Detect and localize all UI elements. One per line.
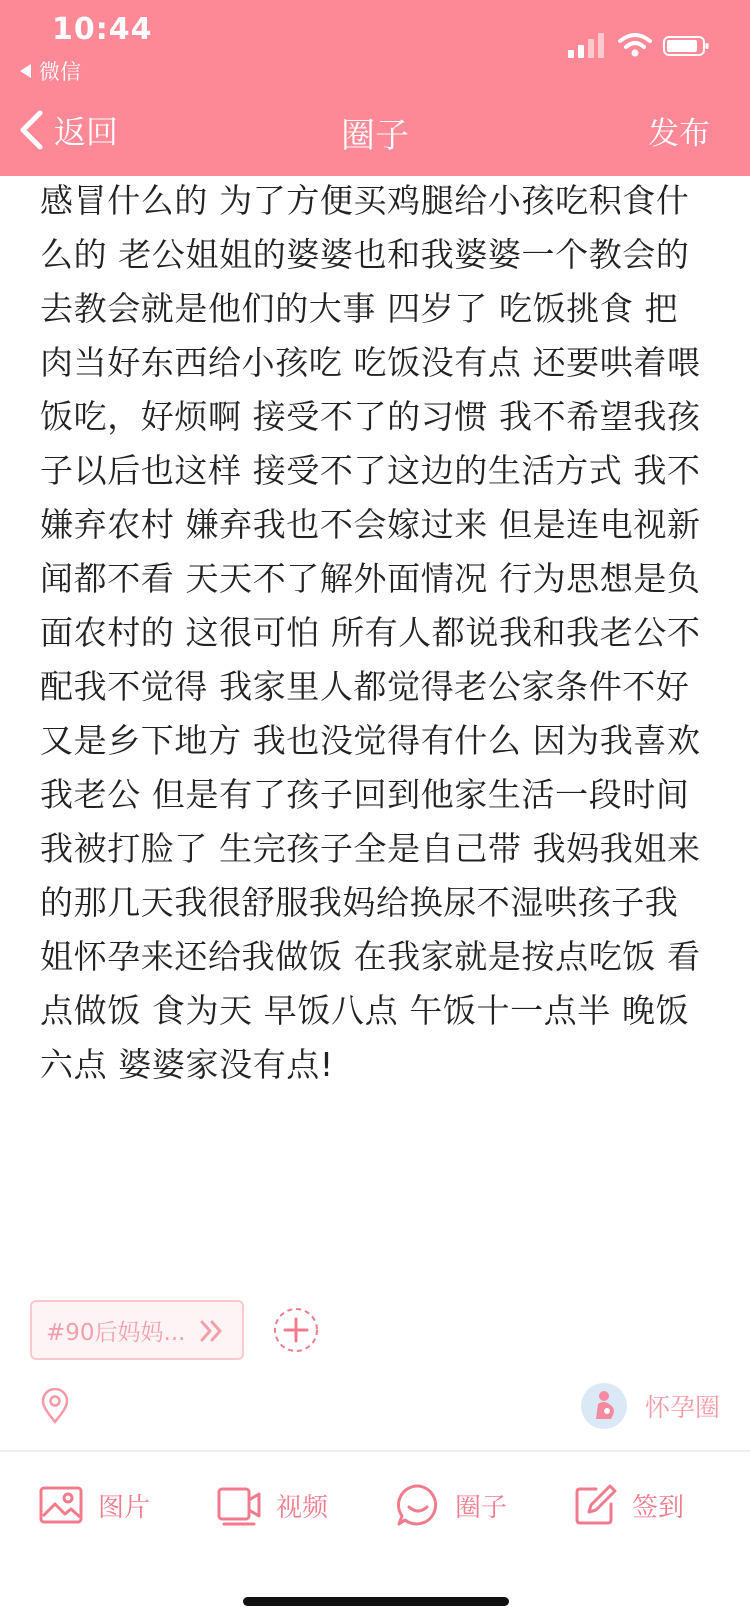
status-time: 10:44 [52, 12, 153, 47]
post-line: 饭吃，好烦啊 接受不了的习惯 我不希望我孩 [40, 397, 701, 436]
back-triangle-icon [20, 64, 31, 78]
post-line: 姐怀孕来还给我做饭 在我家就是按点吃饭 看 [40, 937, 701, 976]
post-line: 感冒什么的 为了方便买鸡腿给小孩吃积食什 [40, 181, 690, 220]
topic-tag-label: #90后妈妈... [46, 1319, 186, 1346]
topic-tag[interactable] [30, 1300, 244, 1360]
checkin-label: 签到 [632, 1492, 685, 1523]
back-to-app-link[interactable] [20, 56, 81, 86]
post-body[interactable] [40, 174, 714, 1092]
toolbar-divider [0, 1450, 750, 1452]
status-icons [568, 32, 728, 62]
video-button[interactable] [216, 1475, 328, 1535]
checkin-button[interactable] [572, 1475, 684, 1535]
post-line: 去教会就是他们的大事 四岁了 吃饭挑食 把 [40, 289, 679, 328]
add-tag-button[interactable] [272, 1306, 320, 1354]
edit-icon [572, 1482, 618, 1528]
back-label: 返回 [54, 113, 119, 151]
post-line: 又是乡下地方 我也没觉得有什么 因为我喜欢 [40, 721, 701, 760]
post-line: 嫌弃农村 嫌弃我也不会嫁过来 但是连电视新 [40, 505, 701, 544]
post-line: 的那几天我很舒服我妈给换尿不湿哄孩子我 [40, 883, 679, 922]
page-title: 圈子 [341, 116, 409, 156]
circle-button[interactable] [395, 1475, 507, 1535]
video-icon [216, 1482, 262, 1528]
circle-selector[interactable] [581, 1383, 720, 1429]
post-line: 面农村的 这很可怕 所有人都说我和我老公不 [40, 613, 701, 652]
post-line: 子以后也这样 接受不了这边的生活方式 我不 [40, 451, 701, 490]
location-pin-icon[interactable] [40, 1388, 70, 1424]
post-line: 我老公 但是有了孩子回到他家生活一段时间 [40, 775, 690, 814]
circle-tool-label: 圈子 [455, 1492, 508, 1523]
post-line: 我被打脸了 生完孩子全是自己带 我妈我姐来 [40, 829, 701, 868]
circle-avatar [581, 1383, 627, 1429]
image-button[interactable] [38, 1475, 150, 1535]
image-label: 图片 [98, 1492, 151, 1523]
publish-button[interactable]: 发布 [648, 116, 710, 152]
bottom-toolbar [0, 1475, 750, 1535]
wifi-icon [618, 32, 652, 58]
home-indicator[interactable] [243, 1597, 509, 1606]
image-icon [38, 1482, 84, 1528]
signal-icon [568, 32, 608, 58]
chat-bubble-icon [395, 1482, 441, 1528]
back-app-label: 微信 [39, 60, 81, 84]
battery-icon [663, 36, 709, 56]
post-line: 点做饭 食为天 早饭八点 午饭十一点半 晚饭 [40, 991, 690, 1030]
circle-label: 怀孕圈 [644, 1393, 720, 1422]
post-line: 闻都不看 天天不了解外面情况 行为思想是负 [40, 559, 701, 598]
video-label: 视频 [276, 1492, 329, 1523]
post-line: 配我不觉得 我家里人都觉得老公家条件不好 [40, 667, 690, 706]
post-line: 六点 婆婆家没有点! [40, 1045, 334, 1084]
double-chevron-right-icon [198, 1317, 226, 1345]
pregnancy-icon [587, 1389, 621, 1423]
post-line: 么的 老公姐姐的婆婆也和我婆婆一个教会的 [40, 235, 690, 274]
top-bar [0, 0, 750, 176]
post-line: 肉当好东西给小孩吃 吃饭没有点 还要哄着喂 [40, 343, 701, 382]
